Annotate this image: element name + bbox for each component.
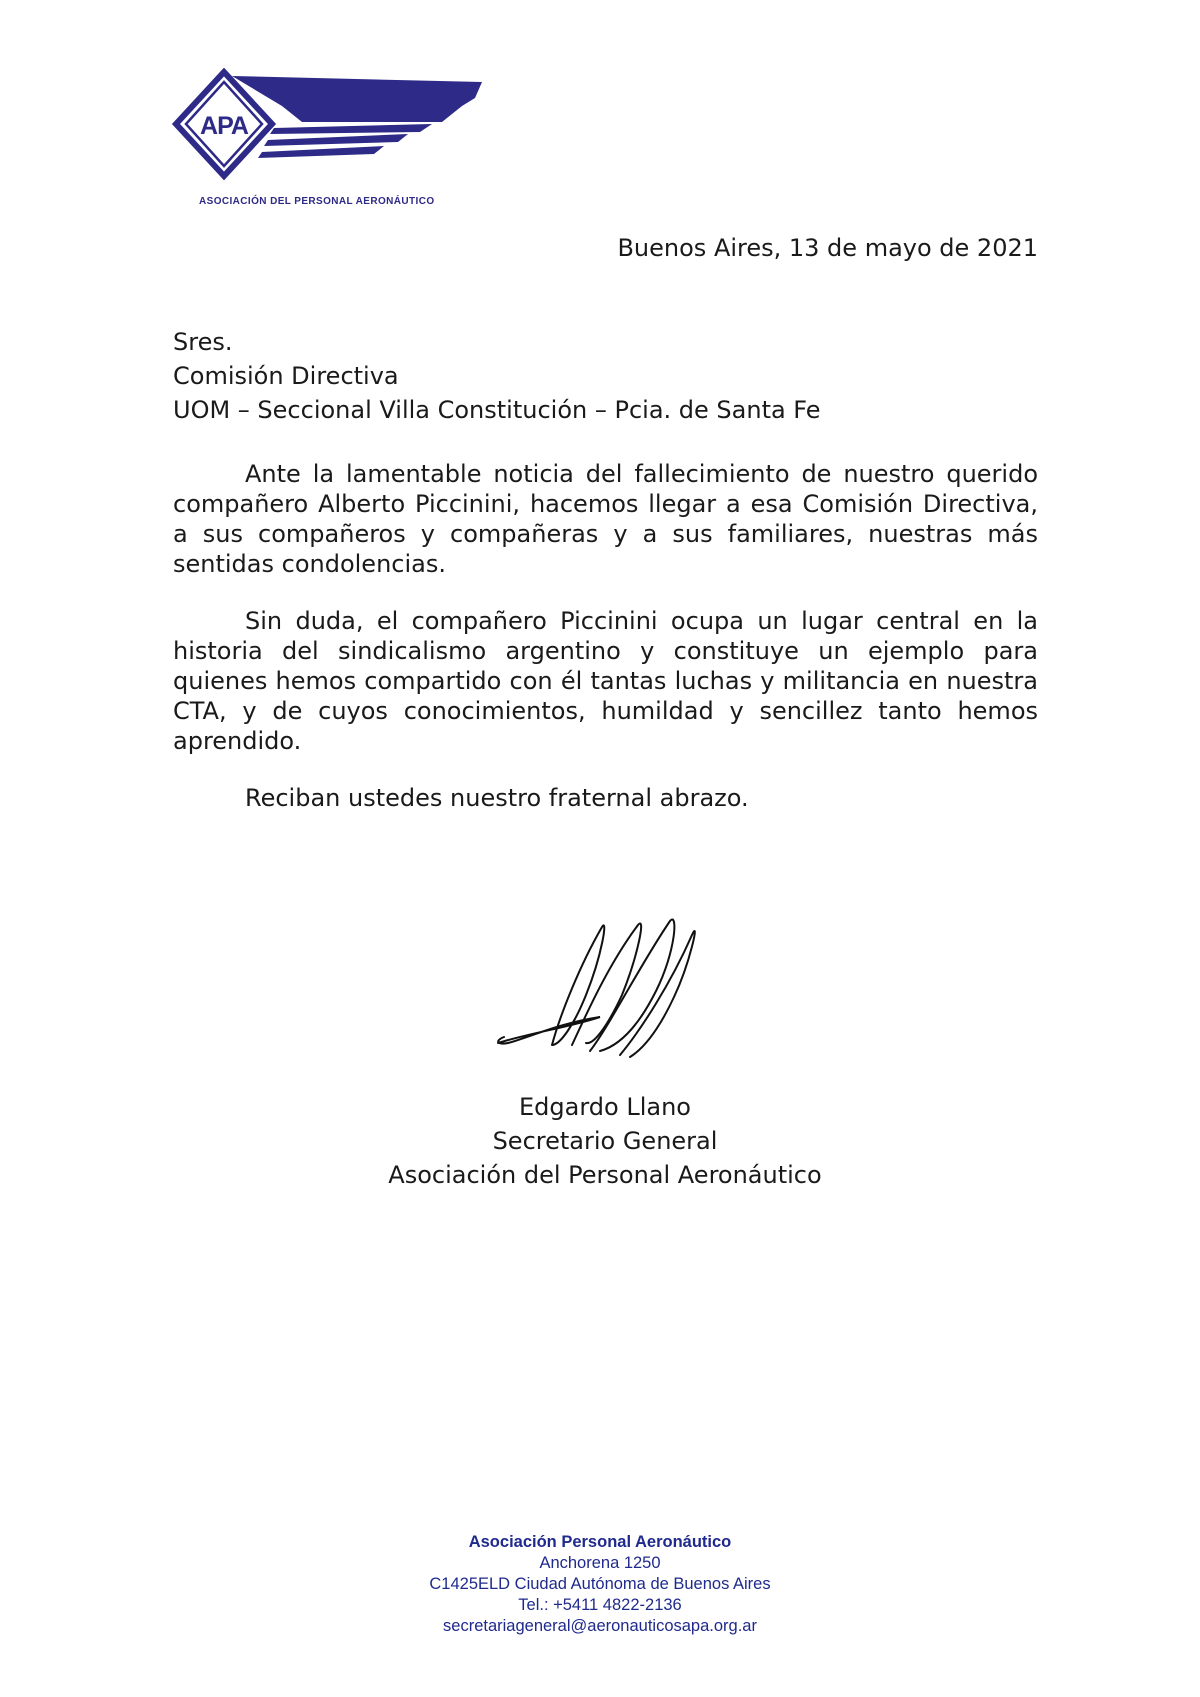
monogram-text: APA <box>200 112 248 140</box>
paragraph-tribute: Sin duda, el compañero Piccinini ocupa un lugar central en la historia del sindicalismo argentino y constituye un ejemplo para quienes hemos compartido con él tantas luchas y militancia en nuestra CTA, y de cuyos conocimientos, humildad y sencillez tanto hemos aprendido. <box>173 607 1038 755</box>
handwritten-signature <box>490 905 720 1065</box>
letter-date: Buenos Aires, 13 de mayo de 2021 <box>617 234 1038 262</box>
footer-city: C1425ELD Ciudad Autónoma de Buenos Aires <box>429 1575 771 1593</box>
recipient-organization: UOM – Seccional Villa Constitución – Pcia. de Santa Fe <box>173 396 821 424</box>
signer-role: Secretario General <box>492 1127 718 1155</box>
footer-address: Anchorena 1250 <box>539 1554 661 1572</box>
signer-block <box>360 1090 850 1192</box>
footer-organization: Asociación Personal Aeronáutico <box>468 1533 732 1551</box>
signer-organization: Asociación del Personal Aeronáutico <box>388 1161 822 1189</box>
signer-name: Edgardo Llano <box>519 1093 691 1121</box>
apa-logo <box>170 68 490 208</box>
logo-caption: ASOCIACIÓN DEL PERSONAL AERONÁUTICO <box>199 196 435 207</box>
footer-phone: Tel.: +5411 4822-2136 <box>518 1596 682 1614</box>
recipient-salutation: Sres. <box>173 328 233 356</box>
footer-email: secretariageneral@aeronauticosapa.org.ar <box>443 1617 757 1635</box>
recipient-body: Comisión Directiva <box>173 362 399 390</box>
letter-body <box>173 459 1038 840</box>
apa-monogram <box>170 68 280 178</box>
paragraph-condolences: Ante la lamentable noticia del fallecimiento de nuestro querido compañero Alberto Piccinini, hacemos llegar a esa Comisión Directiva, a sus compañeros y compañeras y a sus familiares, nuestras más sentidas condolencias. <box>173 460 1038 578</box>
letterhead-footer <box>350 1532 850 1637</box>
recipient-block <box>173 325 821 427</box>
paragraph-closing: Reciban ustedes nuestro fraternal abrazo. <box>245 784 749 812</box>
